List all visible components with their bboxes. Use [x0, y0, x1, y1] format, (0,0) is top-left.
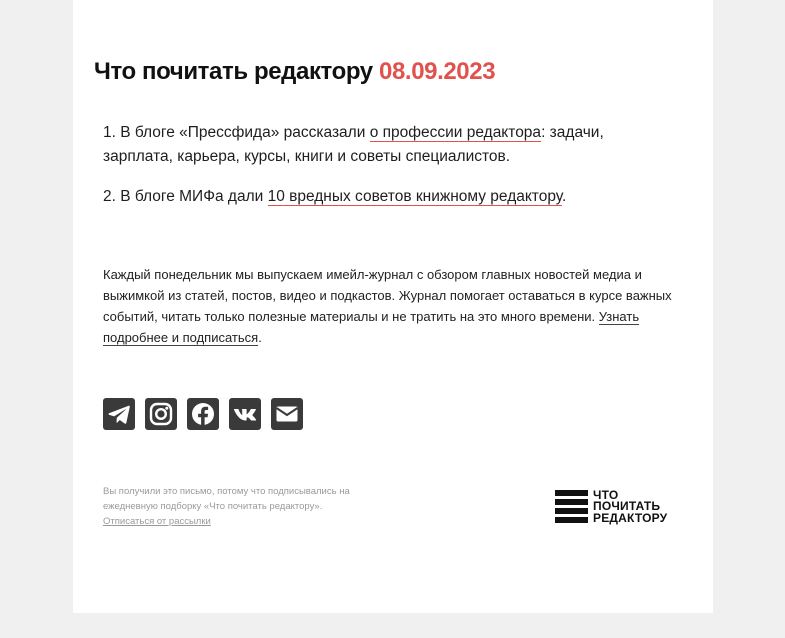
- article-list: [103, 121, 663, 225]
- facebook-icon[interactable]: [187, 398, 219, 430]
- email-icon[interactable]: [271, 398, 303, 430]
- logo-line: ПОЧИТАТЬ: [593, 499, 661, 514]
- item-text: .: [562, 188, 567, 205]
- about-paragraph: [103, 264, 688, 348]
- brand-logo[interactable]: [555, 488, 685, 526]
- item-text: 1. В блоге «Прессфида» рассказали: [103, 124, 370, 141]
- about-suffix: .: [258, 330, 262, 345]
- item-text: : задачи, зарплата, карьера, курсы, книги и советы специалистов.: [103, 124, 604, 165]
- logo-mark: [555, 490, 588, 524]
- social-links: [103, 398, 303, 430]
- logo-line: РЕДАКТОРУ: [593, 510, 668, 525]
- page-title: [94, 58, 495, 86]
- instagram-icon[interactable]: [145, 398, 177, 430]
- subscribe-link[interactable]: Узнать подробнее и подписаться: [103, 309, 640, 345]
- issue-date: 08.09.2023: [379, 58, 496, 85]
- vk-icon[interactable]: [229, 398, 261, 430]
- about-text: Каждый понедельник мы выпускаем имейл-журнал с обзором главных новостей медиа и выжимкой из статей, постов, видео и подкастов. Журнал помогает оставаться в курсе важных событий, читать только полезные материалы и не тратить на это много времени.: [103, 267, 672, 324]
- telegram-icon[interactable]: [103, 398, 135, 430]
- newsletter-card: [73, 0, 713, 613]
- footer-notice: [103, 484, 393, 529]
- title-text: Что почитать редактору: [94, 58, 373, 85]
- article-link-editor-profession[interactable]: о профессии редактора: [369, 124, 542, 141]
- item-text: 2. В блоге МИФа дали: [103, 188, 268, 205]
- logo-wordmark: [593, 487, 668, 525]
- logo-line: ЧТО: [593, 487, 619, 502]
- list-item: [103, 185, 663, 209]
- unsubscribe-link[interactable]: Отписаться от рассылки: [103, 516, 211, 527]
- footer-notice-text: Вы получили это письмо, потому что подписывались на ежедневную подборку «Что почитать редактору».: [103, 486, 350, 512]
- list-item: [103, 121, 663, 169]
- article-link-bad-advice[interactable]: 10 вредных советов книжному редактору: [267, 188, 563, 205]
